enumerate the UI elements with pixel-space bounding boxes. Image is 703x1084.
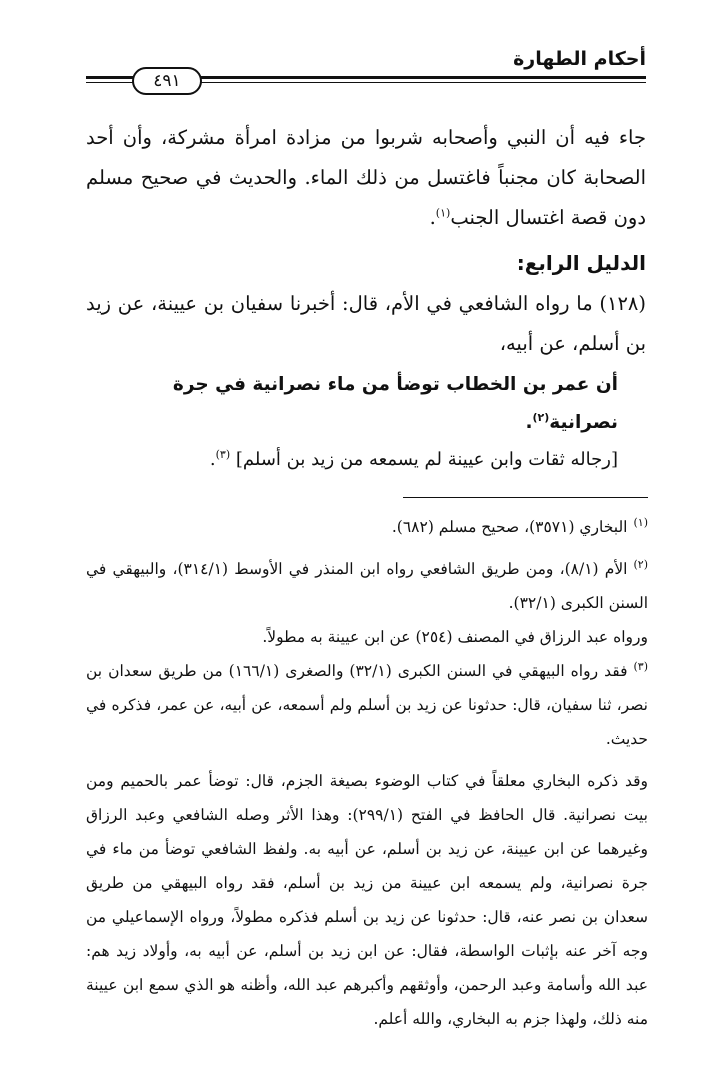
paragraph-end-mark: . bbox=[429, 206, 436, 229]
footnote-ref-2[interactable]: (٢) bbox=[532, 410, 550, 424]
page-number: ٤٩١ bbox=[132, 67, 202, 95]
paragraph-text: جاء فيه أن النبي وأصحابه شربوا من مزادة امرأة مشركة، وأن أحد الصحابة كان مجنباً فاغتسل من ذلك الماء. والحديث في صحيح مسلم دون قصة اغتسال الجنب bbox=[86, 126, 646, 229]
paragraph-hadith-context bbox=[86, 118, 646, 238]
verdict-text: [رجاله ثقات وابن عيينة لم يسمعه من زيد بن أسلم] bbox=[235, 449, 618, 470]
footnote-3-continuation: وقد ذكره البخاري معلقاً في كتاب الوضوء بصيغة الجزم، قال: توضأ عمر بالحميم ومن بيت نصرانية. قال الحافظ في الفتح (٢٩٩/١): وهذا الأثر وصله الشافعي وعبد الرزاق وغيرهما عن ابن عيينة، عن زيد بن أسلم، عن أبيه به. ولفظ الشافعي توضأ من ماء في جرة نصرانية، ولم يسمعه ابن عيينة من زيد بن أسلم، فقد رواه البيهقي من طريق سعدان بن نصر عنه، قال: حدثونا عن زيد بن أسلم فذكره مطولاً، ورواه الإسماعيلي من وجه آخر عنه بإثبات الواسطة، فقال: عن ابن زيد بن أسلم، عن أبيه به، وأولاد زيد هم: عبد الله وأسامة وعبد الرحمن، وأوثقهم وأكبرهم عبد الله، وأظنه هو الذي سمع ابن عيينة منه ذلك، ولهذا جزم به البخاري، والله أعلم. bbox=[86, 772, 648, 1028]
footnote-2 bbox=[86, 552, 648, 620]
footnote-separator bbox=[403, 497, 648, 498]
footnote-2-continuation: ورواه عبد الرزاق في المصنف (٢٥٤) عن ابن عيينة به مطولاً. bbox=[262, 628, 648, 646]
grading-verdict bbox=[86, 442, 618, 478]
footnote-number: (١) bbox=[633, 515, 648, 529]
footnote-gap bbox=[86, 544, 648, 552]
footnote-number: (٢) bbox=[633, 557, 649, 571]
verdict-end-mark: . bbox=[209, 449, 216, 470]
matn-end-mark: . bbox=[525, 412, 533, 433]
matn-text: أن عمر بن الخطاب توضأ من ماء نصرانية في جرة نصرانية bbox=[172, 374, 618, 433]
footnote-text: فقد رواه البيهقي في السنن الكبرى (٣٢/١) والصغرى (١٦٦/١) من طريق سعدان بن نصر، ثنا سفيان، قال: حدثونا عن زيد بن أسلم ولم أسمعه، عن أبيه، عن عمر، فذكره في حديث. bbox=[86, 662, 648, 748]
running-title: أحكام الطهارة bbox=[513, 48, 646, 70]
footnotes bbox=[86, 510, 648, 1036]
footnote-text: البخاري (٣٥٧١)، صحيح مسلم (٦٨٢). bbox=[391, 518, 628, 536]
footnote-gap bbox=[86, 756, 648, 764]
main-text bbox=[86, 118, 646, 478]
paragraph-isnad: (١٢٨) ما رواه الشافعي في الأم، قال: أخبرنا سفيان بن عيينة، عن زيد بن أسلم، عن أبيه، bbox=[86, 292, 646, 355]
section-heading: الدليل الرابع: bbox=[516, 251, 646, 275]
footnote-3 bbox=[86, 654, 648, 756]
hadith-matn bbox=[86, 366, 618, 442]
footnote-ref-1[interactable]: (١) bbox=[435, 206, 451, 220]
footnote-ref-3[interactable]: (٣) bbox=[215, 448, 231, 461]
footnote-1 bbox=[86, 510, 648, 544]
footnote-text: الأم (٨/١)، ومن طريق الشافعي رواه ابن المنذر في الأوسط (٣١٤/١)، والبيهقي في السنن الكبرى (٣٢/١). bbox=[86, 560, 648, 612]
footnote-number: (٣) bbox=[633, 659, 648, 673]
page-header bbox=[86, 40, 646, 100]
